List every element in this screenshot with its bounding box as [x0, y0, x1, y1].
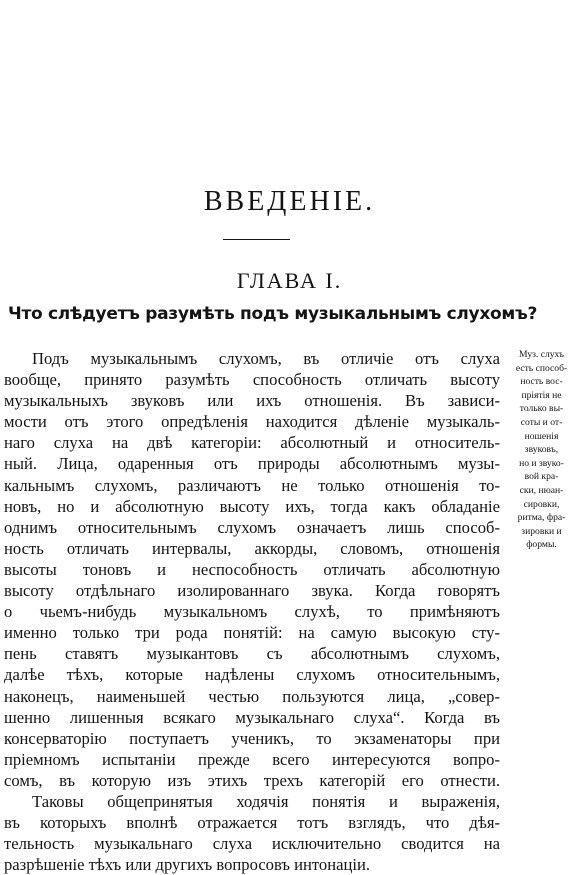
margin-note-line: соты и от- — [520, 416, 563, 428]
chapter-heading: ГЛАВА I. — [236, 268, 343, 293]
margin-note-line: формы. — [526, 539, 557, 551]
chapter-subtitle: Что слѣдуетъ разумѣть подъ музыкальнымъ слухомъ? — [8, 304, 538, 324]
margin-note-line: пріятія не — [521, 389, 562, 401]
margin-note — [504, 348, 579, 552]
text-line: консерваторію поступаетъ ученикъ, то экзаменаторы при — [4, 728, 500, 748]
margin-note-line: звуковъ, — [524, 444, 559, 456]
text-line: высоту отдѣльнаго изолированнаго звука. Когда говорятъ — [4, 581, 500, 601]
text-line: именно только три рода понятій: на самую высокую сту- — [4, 623, 500, 643]
text-line: далѣе тѣхъ, которые надѣлены слухомъ относительнымъ, — [4, 665, 500, 685]
text-line: сомъ, въ которую изъ этихъ трехъ категорій его отнести. — [4, 770, 500, 790]
text-line: пень ставятъ музыкантовъ съ абсолютнымъ слухомъ, — [4, 644, 500, 664]
title-divider — [223, 239, 290, 240]
text-line: пріемномъ испытаніи прежде всего интересуются вопро- — [4, 749, 500, 769]
text-line: однимъ относительнымъ слухомъ означаетъ лишь способ- — [4, 517, 500, 537]
text-line: о чьемъ-нибудь музыкальномъ слухѣ, то примѣняютъ — [4, 602, 500, 622]
text-line: Подъ музыкальнымъ слухомъ, въ отличіе отъ слуха — [32, 349, 500, 368]
page-title: ВВЕДЕНIЕ. — [203, 186, 376, 217]
text-line: новъ, но и абсолютную высоту ихъ, тогда какъ обладаніе — [4, 496, 500, 516]
margin-note-line: ритма, фра- — [517, 512, 566, 524]
margin-note-line: зировки и — [521, 525, 562, 537]
margin-note-line: ношенія — [524, 430, 559, 442]
text-line: разрѣшеніе тѣхъ или другихъ вопросовъ интонаціи. — [4, 855, 370, 875]
text-line: Таковы общепринятыя ходячія понятія и выраженія, — [32, 791, 500, 811]
margin-note-line: ность вос- — [520, 376, 563, 388]
text-line: ный. Лица, одаренныя отъ природы абсолютнымъ музы- — [4, 454, 500, 474]
text-line: наго слуха на двѣ категоріи: абсолютный и относитель- — [4, 433, 500, 453]
text-line: музыкальныхъ звуковъ или ихъ отношенія. Въ зависи- — [4, 391, 500, 411]
margin-note-line: вой кра- — [524, 471, 559, 483]
text-line: шенно лишенныя всякаго музыкальнаго слуха“. Когда въ — [4, 707, 500, 727]
text-line: мости отъ этого опредѣленія находится дѣленіе музыкаль- — [4, 412, 500, 432]
text-line: кальнымъ слухомъ, различаютъ не только отношенія то- — [4, 475, 500, 495]
margin-note-line: только вы- — [519, 403, 564, 415]
margin-note-line: но и звуко- — [519, 457, 564, 469]
text-line: ность отличать интервалы, аккорды, словомъ, отношенія — [4, 538, 500, 558]
text-line: тельность музыкальнаго слуха исключительно сводится на — [4, 834, 500, 854]
text-line: наконецъ, наименьшей честью пользуются лица, „совер- — [4, 686, 500, 706]
text-line: въ которыхъ вполнѣ отражается тотъ взглядъ, что дѣя- — [4, 813, 500, 833]
margin-note-line: ски, нюан- — [519, 484, 564, 496]
margin-note-line: есть способ- — [515, 362, 568, 374]
margin-note-line: Муз. слухъ — [519, 349, 564, 360]
text-line: вообще, принято разумѣть способность отличать высоту — [4, 370, 500, 390]
body-text — [4, 348, 500, 875]
text-line: высоты тоновъ и неспособность отличать абсолютную — [4, 559, 500, 579]
margin-note-line: сировки, — [523, 498, 560, 510]
